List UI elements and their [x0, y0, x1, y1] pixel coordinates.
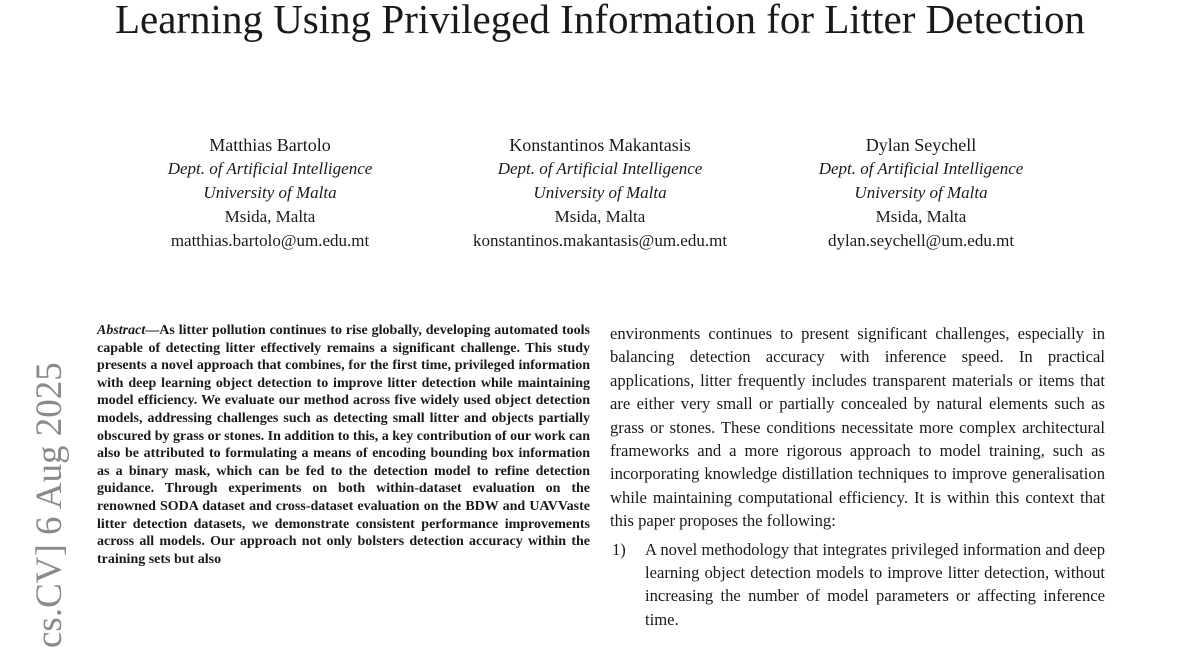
body-paragraph: environments continues to present significant challenges, especially in balancing detection accuracy with inference speed. In practical applications, litter frequently includes transparent materials or items that are either very small or partially concealed by natural elements such as grass or stones. These conditions necessitate more complex architectural frameworks and a more rigorous approach to model training, such as incorporating knowledge distillation techniques to improve generalisation while maintaining computational efficiency. It is within this context that this paper proposes the following: — [610, 324, 1105, 531]
contributions-list — [610, 538, 1105, 632]
author-name: Dylan Seychell — [865, 135, 977, 155]
author-location: Msida, Malta — [554, 207, 646, 226]
abstract-text: —As litter pollution continues to rise globally, developing automated tools capable of detecting litter effectively remains a significant challenge. This study presents a novel approach that combines, for the first time, privileged information with deep learning object detection to improve litter detection while maintaining model efficiency. We evaluate our method across five widely used object detection models, addressing challenges such as detecting small litter and objects partially obscured by grass or stones. In addition to this, a key contribution of our work can also be attributed to formulating a means of encoding bounding box information as a binary mask, which can be fed to the detection model to refine detection guidance. Through experiments on both within-dataset evaluation on the renowned SODA dataset and cross-dataset evaluation on the BDW and UAVVaste litter detection datasets, we demonstrate consistent performance improvements across all models. Our approach not only bolsters detection accuracy within the training sets but also — [97, 323, 590, 567]
author-card-3 — [771, 133, 1071, 253]
list-item — [610, 538, 1105, 632]
author-name: Konstantinos Makantasis — [509, 135, 691, 155]
abstract-label: Abstract — [97, 323, 146, 338]
abstract — [97, 322, 590, 568]
author-dept: Dept. of Artificial Intelligence — [497, 159, 703, 178]
author-name: Matthias Bartolo — [209, 135, 331, 155]
author-university: University of Malta — [203, 183, 337, 202]
author-card-2 — [440, 133, 760, 253]
author-university: University of Malta — [533, 183, 667, 202]
author-location: Msida, Malta — [224, 207, 316, 226]
author-email[interactable]: konstantinos.makantasis@um.edu.mt — [472, 231, 728, 250]
author-email[interactable]: matthias.bartolo@um.edu.mt — [170, 231, 370, 250]
paper-title: Learning Using Privileged Information for Litter Detection — [114, 0, 1086, 42]
author-dept: Dept. of Artificial Intelligence — [167, 159, 373, 178]
author-email[interactable]: dylan.seychell@um.edu.mt — [827, 231, 1015, 250]
list-item-text: A novel methodology that integrates privileged information and deep learning object detection models to improve litter detection, without increasing the number of model parameters or affecting inference time. — [645, 539, 1105, 629]
author-dept: Dept. of Artificial Intelligence — [818, 159, 1024, 178]
author-university: University of Malta — [854, 183, 988, 202]
list-item-number: 1) — [612, 539, 626, 559]
author-location: Msida, Malta — [875, 207, 967, 226]
author-card-1 — [120, 133, 420, 253]
arxiv-identifier-stamp: cs.CV] 6 Aug 2025 — [29, 362, 70, 648]
body-column-right — [610, 322, 1105, 631]
